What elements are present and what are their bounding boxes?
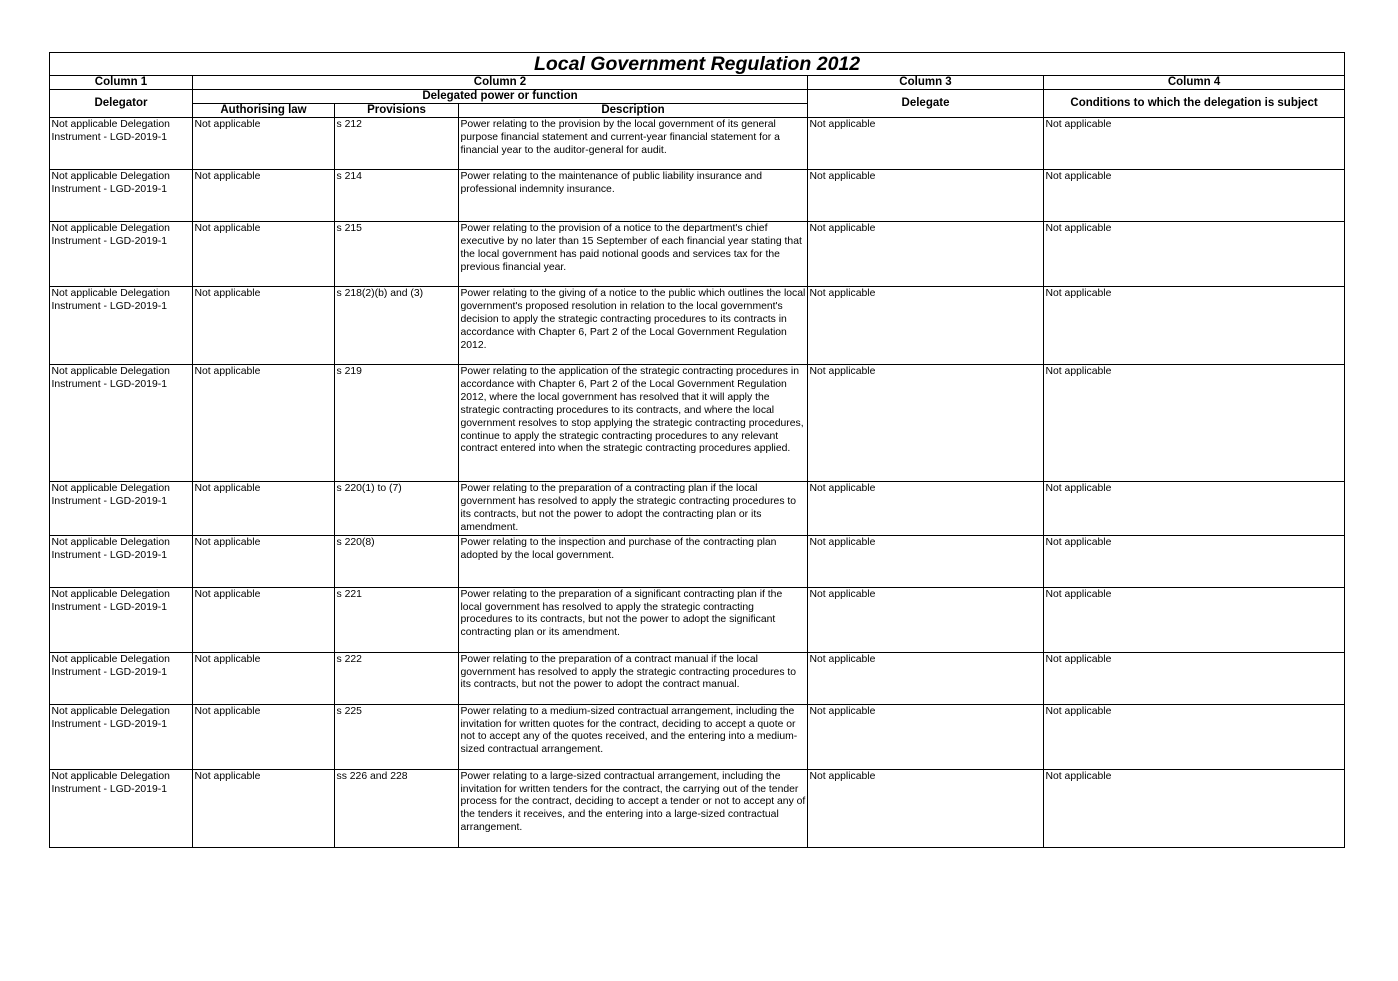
delegator-cell: Not applicable Delegation Instrument - LGD-2019-1 xyxy=(50,482,193,536)
description-cell: Power relating to the inspection and purchase of the contracting plan adopted by the local government. xyxy=(459,535,808,587)
delegate-cell: Not applicable xyxy=(808,704,1044,769)
delegate-cell: Not applicable xyxy=(808,769,1044,847)
conditions-cell: Not applicable xyxy=(1044,287,1345,365)
authorising-law-cell: Not applicable xyxy=(193,535,335,587)
delegator-cell: Not applicable Delegation Instrument - LGD-2019-1 xyxy=(50,365,193,482)
provision-cell: s 220(1) to (7) xyxy=(335,482,459,536)
description-header: Description xyxy=(459,104,808,118)
description-cell: Power relating to the provision of a notice to the department's chief executive by no later than 15 September of each financial year stating that the local government has paid notional goods and services tax for the previous financial year. xyxy=(459,222,808,287)
regulation-document xyxy=(49,52,1344,848)
authorising-law-cell: Not applicable xyxy=(193,704,335,769)
authorising-law-cell: Not applicable xyxy=(193,587,335,652)
column-4-header: Column 4 xyxy=(1044,76,1345,90)
conditions-cell: Not applicable xyxy=(1044,482,1345,536)
conditions-cell: Not applicable xyxy=(1044,769,1345,847)
delegator-cell: Not applicable Delegation Instrument - LGD-2019-1 xyxy=(50,652,193,704)
conditions-cell: Not applicable xyxy=(1044,652,1345,704)
provision-cell: s 219 xyxy=(335,365,459,482)
table-row xyxy=(50,365,1345,482)
table-body xyxy=(50,118,1345,848)
table-row xyxy=(50,287,1345,365)
conditions-cell: Not applicable xyxy=(1044,587,1345,652)
table-row xyxy=(50,170,1345,222)
delegator-header: Delegator xyxy=(50,90,193,118)
delegator-cell: Not applicable Delegation Instrument - LGD-2019-1 xyxy=(50,170,193,222)
table-row xyxy=(50,587,1345,652)
delegated-power-header: Delegated power or function xyxy=(193,90,808,104)
provision-cell: s 214 xyxy=(335,170,459,222)
authorising-law-cell: Not applicable xyxy=(193,769,335,847)
provision-cell: ss 226 and 228 xyxy=(335,769,459,847)
conditions-cell: Not applicable xyxy=(1044,704,1345,769)
conditions-header: Conditions to which the delegation is subject xyxy=(1044,90,1345,118)
table-row xyxy=(50,222,1345,287)
table-row xyxy=(50,118,1345,170)
authorising-law-cell: Not applicable xyxy=(193,118,335,170)
delegate-cell: Not applicable xyxy=(808,118,1044,170)
description-cell: Power relating to a large-sized contractual arrangement, including the invitation for written tenders for the contract, the carrying out of the tender process for the contract, deciding to accept a tender or not to accept any of the tenders it receives, and the entering into a large-sized contractual arrangement. xyxy=(459,769,808,847)
description-cell: Power relating to a medium-sized contractual arrangement, including the invitation for written quotes for the contract, deciding to accept a quote or not to accept any of the quotes received, and the entering into a medium-sized contractual arrangement. xyxy=(459,704,808,769)
delegator-cell: Not applicable Delegation Instrument - LGD-2019-1 xyxy=(50,118,193,170)
table-title: Local Government Regulation 2012 xyxy=(50,53,1345,76)
authorising-law-cell: Not applicable xyxy=(193,652,335,704)
provisions-header: Provisions xyxy=(335,104,459,118)
delegate-header: Delegate xyxy=(808,90,1044,118)
description-cell: Power relating to the preparation of a contracting plan if the local government has resolved to apply the strategic contracting procedures to its contracts, but not the power to adopt the contracting plan or its amendment. xyxy=(459,482,808,536)
provision-cell: s 212 xyxy=(335,118,459,170)
conditions-cell: Not applicable xyxy=(1044,535,1345,587)
conditions-cell: Not applicable xyxy=(1044,118,1345,170)
authorising-law-cell: Not applicable xyxy=(193,365,335,482)
provision-cell: s 220(8) xyxy=(335,535,459,587)
delegate-cell: Not applicable xyxy=(808,170,1044,222)
delegator-cell: Not applicable Delegation Instrument - LGD-2019-1 xyxy=(50,587,193,652)
column-2-header: Column 2 xyxy=(193,76,808,90)
provision-cell: s 222 xyxy=(335,652,459,704)
provision-cell: s 215 xyxy=(335,222,459,287)
provision-cell: s 225 xyxy=(335,704,459,769)
conditions-cell: Not applicable xyxy=(1044,170,1345,222)
column-3-header: Column 3 xyxy=(808,76,1044,90)
authorising-law-cell: Not applicable xyxy=(193,222,335,287)
description-cell: Power relating to the preparation of a significant contracting plan if the local government has resolved to apply the strategic contracting procedures to its contracts, but not the power to adopt the significant contracting plan or its amendment. xyxy=(459,587,808,652)
delegate-cell: Not applicable xyxy=(808,587,1044,652)
description-cell: Power relating to the giving of a notice to the public which outlines the local government's proposed resolution in relation to the local government's decision to apply the strategic contracting procedures to its contracts in accordance with Chapter 6, Part 2 of the Local Government Regulation 2012. xyxy=(459,287,808,365)
description-cell: Power relating to the provision by the local government of its general purpose financial statement and current-year financial statement for a financial year to the auditor-general for audit. xyxy=(459,118,808,170)
authorising-law-cell: Not applicable xyxy=(193,482,335,536)
delegator-cell: Not applicable Delegation Instrument - LGD-2019-1 xyxy=(50,704,193,769)
conditions-cell: Not applicable xyxy=(1044,222,1345,287)
column-1-header: Column 1 xyxy=(50,76,193,90)
delegator-cell: Not applicable Delegation Instrument - LGD-2019-1 xyxy=(50,769,193,847)
provision-cell: s 218(2)(b) and (3) xyxy=(335,287,459,365)
delegator-cell: Not applicable Delegation Instrument - LGD-2019-1 xyxy=(50,222,193,287)
table-row xyxy=(50,535,1345,587)
authorising-law-header: Authorising law xyxy=(193,104,335,118)
delegator-cell: Not applicable Delegation Instrument - LGD-2019-1 xyxy=(50,287,193,365)
delegate-cell: Not applicable xyxy=(808,287,1044,365)
delegate-cell: Not applicable xyxy=(808,222,1044,287)
delegate-cell: Not applicable xyxy=(808,652,1044,704)
description-cell: Power relating to the preparation of a contract manual if the local government has resolved to apply the strategic contracting procedures to its contracts, but not the power to adopt the contract manual. xyxy=(459,652,808,704)
authorising-law-cell: Not applicable xyxy=(193,287,335,365)
authorising-law-cell: Not applicable xyxy=(193,170,335,222)
description-cell: Power relating to the maintenance of public liability insurance and professional indemnity insurance. xyxy=(459,170,808,222)
conditions-cell: Not applicable xyxy=(1044,365,1345,482)
table-row xyxy=(50,769,1345,847)
delegation-table xyxy=(49,52,1345,848)
table-row xyxy=(50,482,1345,536)
table-row xyxy=(50,652,1345,704)
table-row xyxy=(50,704,1345,769)
delegate-cell: Not applicable xyxy=(808,482,1044,536)
delegate-cell: Not applicable xyxy=(808,365,1044,482)
delegate-cell: Not applicable xyxy=(808,535,1044,587)
delegator-cell: Not applicable Delegation Instrument - LGD-2019-1 xyxy=(50,535,193,587)
provision-cell: s 221 xyxy=(335,587,459,652)
description-cell: Power relating to the application of the strategic contracting procedures in accordance with Chapter 6, Part 2 of the Local Government Regulation 2012, where the local government has resolved that it will apply the strategic contracting procedures to its contracts, and where the local government resolves to stop applying the strategic contracting procedures, continue to apply the strategic contracting procedures to any relevant contract entered into when the strategic contracting procedures applied. xyxy=(459,365,808,482)
